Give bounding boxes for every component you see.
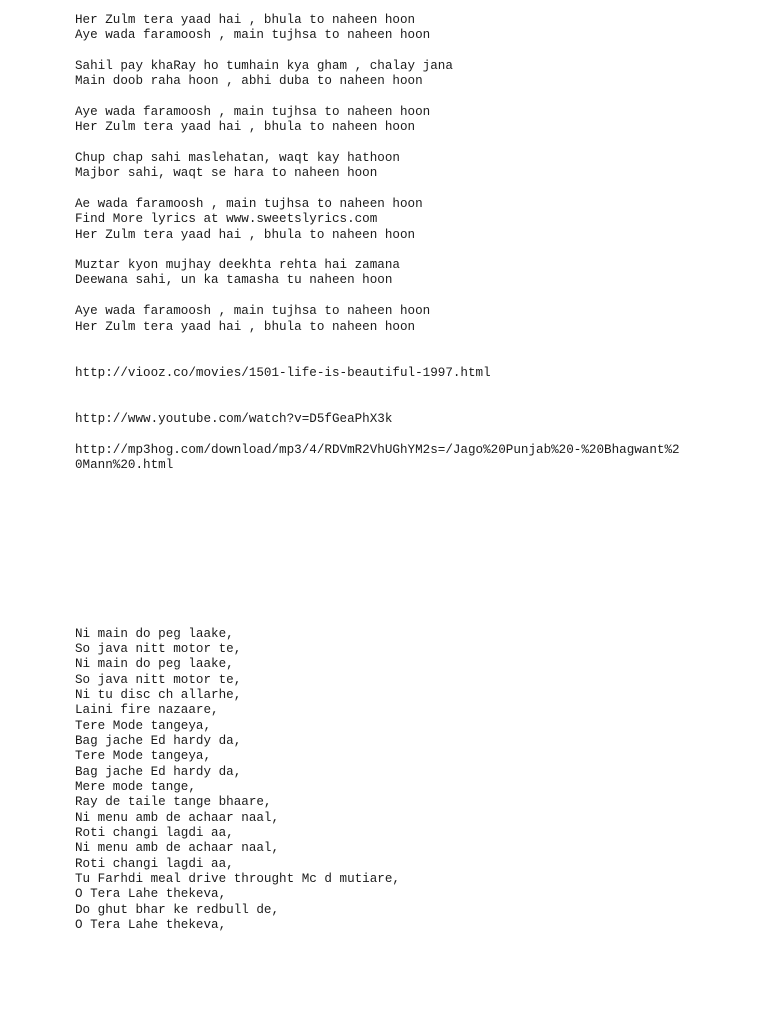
lyric-line: Main doob raha hoon , abhi duba to naheen hoon: [75, 74, 423, 88]
lyric-line: Ni menu amb de achaar naal,: [75, 811, 280, 825]
lyric-line: Aye wada faramoosh , main tujhsa to naheen hoon: [75, 304, 431, 318]
lyric-line: Deewana sahi, un ka tamasha tu naheen hoon: [75, 273, 393, 287]
lyric-line: Laini fire nazaare,: [75, 703, 219, 717]
lyric-line: Muztar kyon mujhay deekhta rehta hai zamana: [75, 258, 400, 272]
lyric-line: Aye wada faramoosh , main tujhsa to naheen hoon: [75, 105, 431, 119]
lyric-line: Tere Mode tangeya,: [75, 719, 212, 733]
lyric-line: Ae wada faramoosh , main tujhsa to naheen hoon: [75, 197, 423, 211]
lyric-line: Bag jache Ed hardy da,: [75, 765, 242, 779]
lyric-line: Roti changi lagdi aa,: [75, 826, 234, 840]
lyric-line: Mere mode tange,: [75, 780, 196, 794]
lyric-line: Chup chap sahi maslehatan, waqt kay hathoon: [75, 151, 400, 165]
lyric-line: Find More lyrics at www.sweetslyrics.com: [75, 212, 378, 226]
lyric-line: Sahil pay khaRay ho tumhain kya gham , chalay jana: [75, 59, 453, 73]
lyric-line: Ray de taile tange bhaare,: [75, 795, 272, 809]
lyric-line: So java nitt motor te,: [75, 642, 242, 656]
lyric-line: O Tera Lahe thekeva,: [75, 918, 227, 932]
lyric-line: Do ghut bhar ke redbull de,: [75, 903, 280, 917]
lyric-line: Ni main do peg laake,: [75, 627, 234, 641]
lyric-line: Ni tu disc ch allarhe,: [75, 688, 242, 702]
lyric-line: Her Zulm tera yaad hai , bhula to naheen hoon: [75, 320, 416, 334]
lyric-line: O Tera Lahe thekeva,: [75, 887, 227, 901]
url-text: http://mp3hog.com/download/mp3/4/RDVmR2VhUGhYM2s=/Jago%20Punjab%20-%20Bhagwant%2: [75, 443, 680, 457]
lyric-line: Her Zulm tera yaad hai , bhula to naheen hoon: [75, 228, 416, 242]
lyric-line: So java nitt motor te,: [75, 673, 242, 687]
lyric-line: Tere Mode tangeya,: [75, 749, 212, 763]
lyric-line: Roti changi lagdi aa,: [75, 857, 234, 871]
url-text: 0Mann%20.html: [75, 458, 174, 472]
lyric-line: Ni main do peg laake,: [75, 657, 234, 671]
lyric-line: Majbor sahi, waqt se hara to naheen hoon: [75, 166, 378, 180]
lyric-line: Her Zulm tera yaad hai , bhula to naheen hoon: [75, 120, 416, 134]
lyric-line: Ni menu amb de achaar naal,: [75, 841, 280, 855]
lyric-line: Tu Farhdi meal drive throught Mc d mutiare,: [75, 872, 400, 886]
lyric-line: Bag jache Ed hardy da,: [75, 734, 242, 748]
lyric-line: Aye wada faramoosh , main tujhsa to naheen hoon: [75, 28, 431, 42]
lyric-line: Her Zulm tera yaad hai , bhula to naheen hoon: [75, 13, 416, 27]
url-text: http://viooz.co/movies/1501-life-is-beautiful-1997.html: [75, 366, 491, 380]
url-text: http://www.youtube.com/watch?v=D5fGeaPhX3k: [75, 412, 393, 426]
